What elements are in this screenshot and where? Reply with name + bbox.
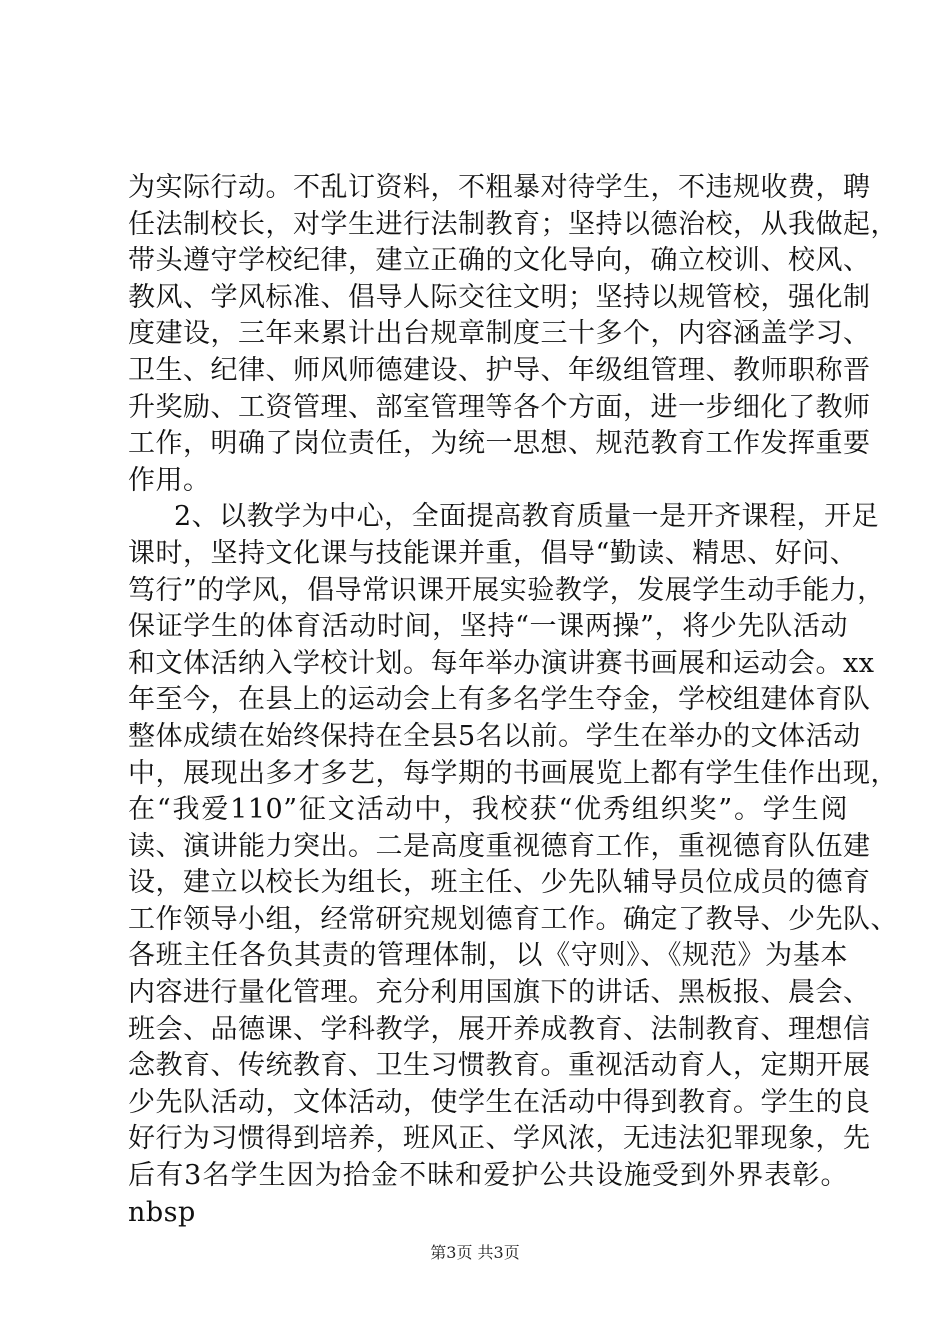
text-line: 在“我爱110”征文活动中，我校获“优秀组织奖”。学生阅 [128, 794, 848, 826]
text-line: 笃行”的学风，倡导常识课开展实验教学，发展学生动手能力， [128, 574, 885, 606]
text-line: 内容进行量化管理。充分利用国旗下的讲话、黑板报、晨会、 [128, 977, 871, 1009]
text-line: 工作，明确了岗位责任，为统一思想、规范教育工作发挥重要 [128, 428, 871, 460]
text-line: 任法制校长，对学生进行法制教育；坚持以德治校，从我做起， [128, 208, 898, 240]
text-line: 班会、品德课、学科教学，展开养成教育、法制教育、理想信 [128, 1013, 871, 1045]
text-line: 升奖励、工资管理、部室管理等各个方面，进一步细化了教师 [128, 391, 871, 423]
paragraph-start-line: 2、以教学为中心，全面提高教育质量一是开齐课程，开足 [174, 501, 880, 533]
text-line: 念教育、传统教育、卫生习惯教育。重视活动育人，定期开展 [128, 1050, 871, 1082]
text-line: nbsp [128, 1196, 196, 1228]
page-footer: 第3页 共3页 [430, 1243, 520, 1262]
text-line: 教风、学风标准、倡导人际交往文明；坚持以规管校，强化制 [128, 281, 871, 313]
text-line: 工作领导小组，经常研究规划德育工作。确定了教导、少先队、 [128, 903, 898, 935]
text-line: 年至今，在县上的运动会上有多名学生夺金，学校组建体育队 [128, 684, 871, 716]
text-line: 带头遵守学校纪律，建立正确的文化导向，确立校训、校风、 [128, 245, 871, 277]
text-line: 读、演讲能力突出。二是高度重视德育工作，重视德育队伍建 [128, 830, 871, 862]
text-line: 中，展现出多才多艺，每学期的书画展览上都有学生佳作出现， [128, 757, 898, 789]
text-line: 后有3名学生因为拾金不昧和爱护公共设施受到外界表彰。 [128, 1160, 848, 1192]
text-line: 课时，坚持文化课与技能课并重，倡导“勤读、精思、好问、 [128, 537, 858, 569]
text-line: 设，建立以校长为组长，班主任、少先队辅导员位成员的德育 [128, 867, 871, 899]
text-line: 卫生、纪律、师风师德建设、护导、年级组管理、教师职称晋 [128, 354, 871, 386]
text-line: 整体成绩在始终保持在全县5名以前。学生在举办的文体活动 [128, 720, 861, 752]
text-line: 度建设，三年来累计出台规章制度三十多个，内容涵盖学习、 [128, 318, 871, 350]
text-line: 作用。 [128, 464, 211, 496]
body-text [128, 170, 898, 1231]
text-line: 少先队活动，文体活动，使学生在活动中得到教育。学生的良 [128, 1086, 871, 1118]
text-line: 保证学生的体育活动时间，坚持“一课两操”，将少先队活动 [128, 611, 848, 643]
text-line: 为实际行动。不乱订资料，不粗暴对待学生，不违规收费，聘 [128, 172, 871, 203]
text-line: 和文体活纳入学校计划。每年举办演讲赛书画展和运动会。xx [128, 647, 875, 679]
text-line: 各班主任各负其责的管理体制，以《守则》、《规范》为基本 [128, 940, 848, 972]
text-line: 好行为习惯得到培养，班风正、学风浓，无违法犯罪现象，先 [128, 1123, 871, 1155]
